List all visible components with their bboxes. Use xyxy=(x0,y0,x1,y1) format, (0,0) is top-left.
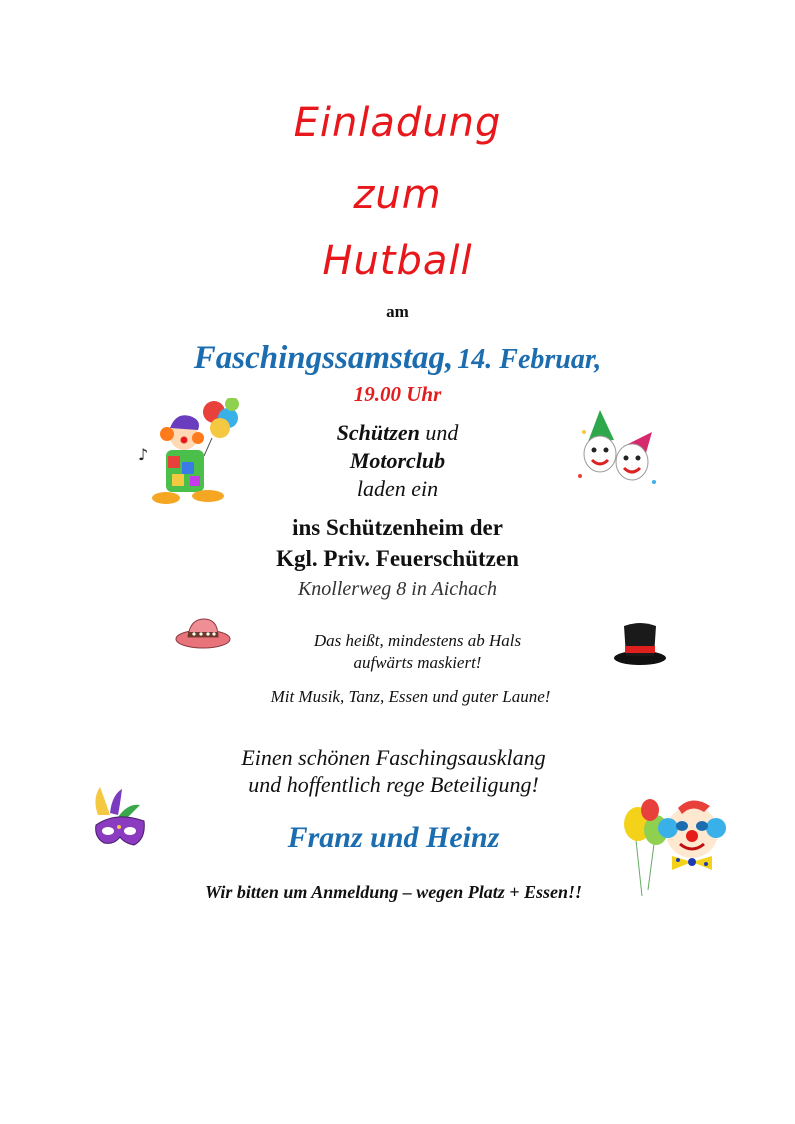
date-day: Faschingssamstag, xyxy=(193,340,454,376)
ladies-hat-icon xyxy=(174,615,232,651)
host-motorclub: Motorclub xyxy=(349,448,446,473)
title-line-hutball: Hutball xyxy=(322,238,473,284)
carnival-mask-icon xyxy=(88,785,150,855)
top-hat-icon xyxy=(612,618,668,668)
registration-note: Wir bitten um Anmeldung – wegen Platz + Essen!! xyxy=(205,882,582,902)
venue-line2: Kgl. Priv. Feuerschützen xyxy=(276,546,519,571)
dress-line2: aufwärts maskiert! xyxy=(353,653,482,672)
closing-line1: Einen schönen Faschingsausklang xyxy=(241,745,546,770)
svg-text:♪: ♪ xyxy=(138,445,149,464)
clown-with-balloons-icon xyxy=(132,398,244,510)
closing-line2: und hoffentlich rege Beteiligung! xyxy=(248,772,539,797)
host-schuetzen: Schützen xyxy=(336,420,420,445)
title-line-zum: zum xyxy=(353,172,442,218)
host-und: und xyxy=(419,420,459,445)
signature: Franz und Heinz xyxy=(287,821,500,854)
hosts-line1 xyxy=(0,420,795,446)
jester-masks-icon xyxy=(574,402,664,492)
fun-text: Mit Musik, Tanz, Essen und guter Laune! xyxy=(270,687,551,706)
am-text: am xyxy=(386,302,409,321)
title-line-einladung: Einladung xyxy=(293,100,502,146)
venue-line1: ins Schützenheim der xyxy=(292,515,503,540)
dress-line1: Das heißt, mindestens ab Hals xyxy=(313,631,522,650)
hosts-invite: laden ein xyxy=(356,476,439,501)
clown-face-balloons-icon xyxy=(618,790,734,900)
venue-address: Knollerweg 8 in Aichach xyxy=(297,578,498,600)
time-text: 19.00 Uhr xyxy=(353,382,442,406)
date-date: 14. Februar, xyxy=(457,344,602,375)
date-line xyxy=(0,340,795,377)
